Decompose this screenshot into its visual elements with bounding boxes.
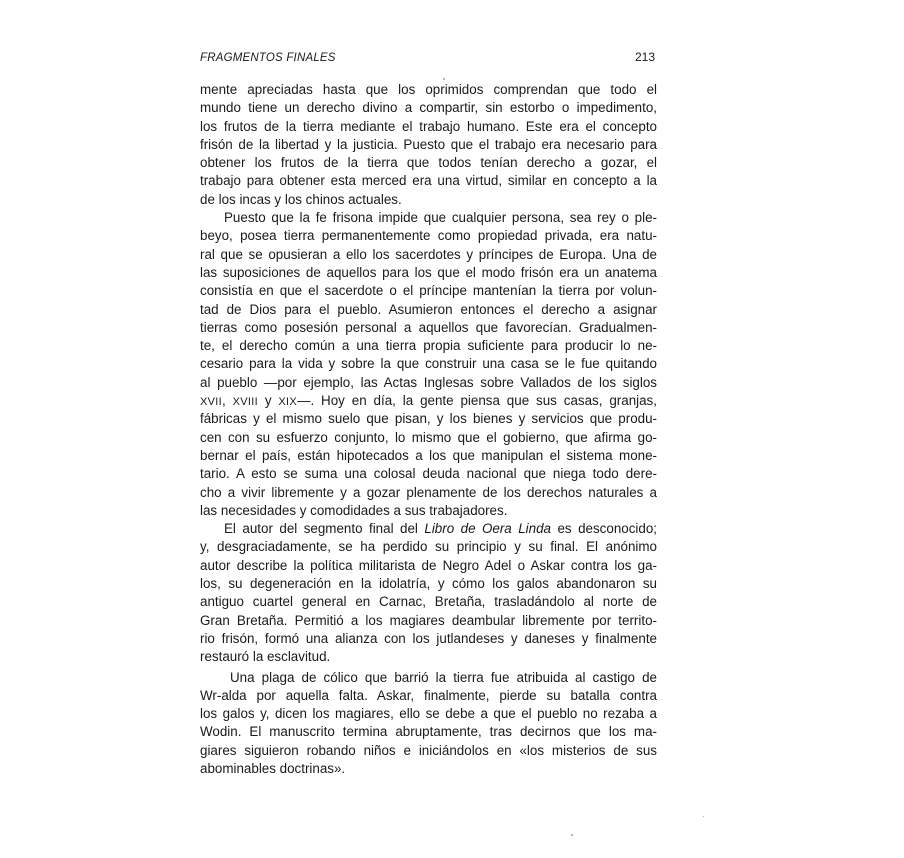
century-xviii: XVIII: [232, 396, 258, 409]
text-line: mente apreciadas hasta que los oprimidos comprendan que todo el: [200, 82, 657, 97]
text-line: obtener los frutos de la tierra que todos tenían derecho a gozar, el: [200, 155, 657, 171]
text-line-centuries: [200, 392, 657, 410]
text-line: tierras como posesión personal a aquellos que favorecían. Gradualmen-: [200, 319, 657, 335]
text-line: los frutos de la tierra mediante el trabajo humano. Este era el concepto: [200, 118, 657, 134]
text-line: fábricas y el mismo suelo que pisan, y los bienes y servicios que produ-: [200, 411, 657, 427]
separator: ,: [222, 393, 233, 409]
text-line: cho a vivir libremente y a gozar plenamente de los derechos naturales a: [200, 484, 657, 500]
line-start: El autor del segmento final del: [224, 521, 425, 537]
text-line: trabajo para obtener esta merced era una virtud, similar en concepto a la: [200, 173, 657, 189]
page-number: 213: [634, 50, 655, 64]
text-line: bernar el país, están hipotecados a los que manipulan el sistema mone-: [200, 447, 657, 463]
text-line: los galos y, dicen los magiares, ello se debe a que el pueblo no rezaba a: [200, 706, 657, 722]
scan-speck: [703, 816, 704, 817]
running-head: [200, 52, 660, 72]
body-text: [200, 81, 657, 778]
scan-speck: [571, 834, 573, 836]
text-line: Gran Bretaña. Permitió a los magiares deambular libremente por territo-: [200, 612, 657, 628]
text-line: restauró la esclavitud.: [200, 649, 331, 665]
scan-speck: [443, 78, 445, 80]
text-line: giares siguieron robando niños e iniciándolos en «los misterios de sus: [200, 742, 657, 758]
running-title: FRAGMENTOS FINALES: [200, 52, 336, 64]
text-line: frisón de la libertad y la justicia. Puesto que el trabajo era necesario para: [200, 136, 657, 152]
text-line: ral que se opusieran a ello los sacerdotes y príncipes de Europa. Una de: [200, 246, 657, 262]
text-line: las necesidades y comodidades a sus trabajadores.: [200, 502, 508, 518]
text-line: tad de Dios para el pueblo. Asumieron entonces el derecho a asignar: [200, 301, 657, 317]
text-line: cen con su esfuerzo conjunto, lo mismo que el gobierno, que afirma go-: [200, 429, 657, 445]
text-line: Puesto que la fe frisona impide que cualquier persona, sea rey o ple-: [224, 210, 657, 226]
text-line: al pueblo —por ejemplo, las Actas Inglesas sobre Vallados de los siglos: [200, 374, 657, 390]
text-line: abominables doctrinas».: [200, 760, 346, 776]
text-line: te, el derecho común a una tierra propia suficiente para producir lo ne-: [200, 338, 657, 354]
century-xvii: XVII: [200, 396, 222, 409]
text-line: consistía en que el sacerdote o el príncipe mantenían la tierra por volun-: [200, 283, 657, 299]
text-line: los, su degeneración en la idolatría, y cómo los galos abandonaron su: [200, 576, 657, 592]
separator: y: [257, 393, 279, 409]
text-line: Una plaga de cólico que barrió la tierra fue atribuida al castigo de: [230, 669, 657, 685]
century-xix: XIX: [278, 396, 298, 409]
text-line: rio frisón, formó una alianza con los jutlandeses y daneses y finalmente: [200, 630, 657, 646]
text-line: antiguo cuartel general en Carnac, Bretaña, trasladándolo al norte de: [200, 594, 657, 610]
book-title: Libro de Oera Linda: [424, 521, 551, 537]
text-line: mundo tiene un derecho divino a compartir, sin estorbo o impedimento,: [200, 100, 657, 116]
text-line: Wodin. El manuscrito termina abruptamente, tras decirnos que los ma-: [200, 724, 657, 740]
line-rest: —. Hoy en día, la gente piensa que sus casas, granjas,: [297, 393, 657, 409]
text-line: autor describe la política militarista de Negro Adel o Askar contra los ga-: [200, 557, 657, 573]
text-line: cesario para la vida y sobre la que construir una casa se le fue quitando: [200, 356, 657, 372]
line-end: es desconocido;: [551, 521, 657, 537]
text-line: tario. A esto se suma una colosal deuda nacional que niega todo dere-: [200, 466, 657, 482]
text-line: beyo, posea tierra permanentemente como propiedad privada, era natu-: [200, 228, 657, 244]
text-line: las suposiciones de aquellos para los que el modo frisón era un anatema: [200, 264, 657, 280]
text-line: y, desgraciadamente, se ha perdido su principio y su final. El anónimo: [200, 539, 657, 555]
text-line: de los incas y los chinos actuales.: [200, 191, 402, 207]
text-line-with-title: [200, 520, 657, 538]
text-line: Wr-alda por aquella falta. Askar, finalmente, pierde su batalla contra: [200, 687, 657, 703]
